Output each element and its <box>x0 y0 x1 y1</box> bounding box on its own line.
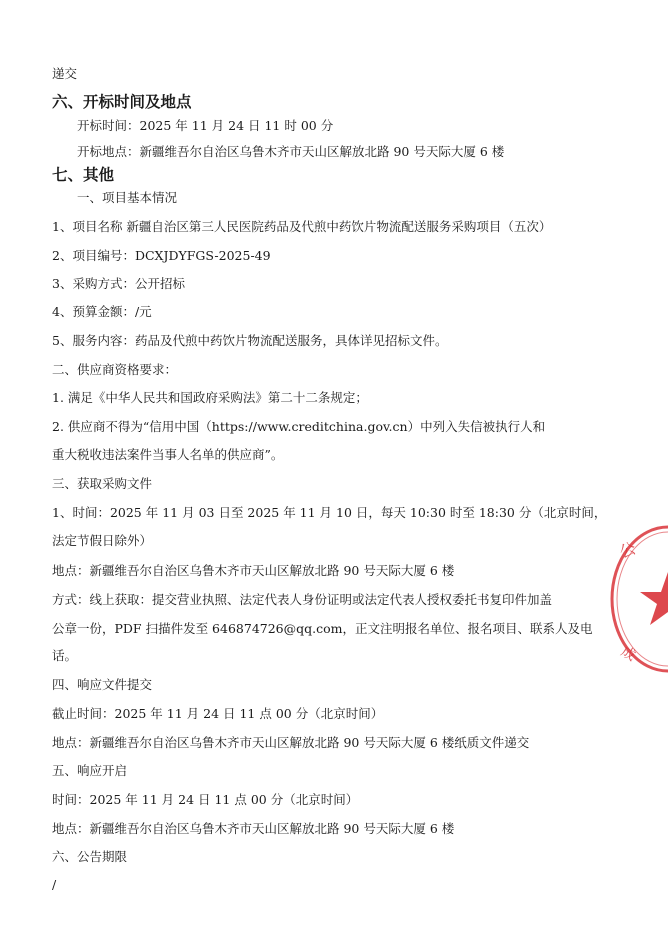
service-content: 5、服务内容：药品及代煎中药饮片物流配送服务，具体详见招标文件。 <box>52 333 448 348</box>
project-number: 2、项目编号：DCXJDYFGS-2025-49 <box>52 248 271 263</box>
subsection-basic-info: 一、项目基本情况 <box>77 190 178 205</box>
budget-amount: 4、预算金额：/元 <box>52 304 152 319</box>
qualification-2-cont: 重大税收违法案件当事人名单的供应商”。 <box>52 447 284 462</box>
procurement-method: 3、采购方式：公开招标 <box>52 276 185 291</box>
opening-location: 开标地点：新疆维吾尔自治区乌鲁木齐市天山区解放北路 90 号天际大厦 6 楼 <box>77 144 505 159</box>
official-seal-stamp <box>608 524 668 674</box>
get-documents-time-cont: 法定节假日除外） <box>52 533 153 548</box>
submission-deadline: 截止时间：2025 年 11 月 24 日 11 点 00 分（北京时间） <box>52 706 384 721</box>
subsection-submission: 四、响应文件提交 <box>52 677 153 692</box>
continued-text: 递交 <box>52 66 78 81</box>
subsection-notice-period: 六、公告期限 <box>52 849 128 864</box>
svg-text:成: 成 <box>618 643 639 665</box>
qualification-2: 2. 供应商不得为“信用中国（https://www.creditchina.gov.cn）中列入失信被执行人和 <box>52 419 546 434</box>
opening-time: 开标时间：2025 年 11 月 24 日 11 时 00 分 <box>77 118 334 133</box>
qualification-1: 1. 满足《中华人民共和国政府采购法》第二十二条规定； <box>52 390 368 405</box>
submission-location: 地点：新疆维吾尔自治区乌鲁木齐市天山区解放北路 90 号天际大厦 6 楼纸质文件递交 <box>52 735 530 750</box>
subsection-opening-response: 五、响应开启 <box>52 763 128 778</box>
subsection-qualification: 二、供应商资格要求： <box>52 362 178 377</box>
section-heading-opening: 六、开标时间及地点 <box>52 93 192 111</box>
get-documents-method-cont: 公章一份，PDF 扫描件发至 646874726@qq.com，正文注明报名单位、报名项目、联系人及电 <box>52 621 593 636</box>
response-opening-location: 地点：新疆维吾尔自治区乌鲁木齐市天山区解放北路 90 号天际大厦 6 楼 <box>52 821 455 836</box>
get-documents-method-end: 话。 <box>52 648 78 663</box>
get-documents-time: 1、时间：2025 年 11 月 03 日至 2025 年 11 月 10 日，每天 10:30 时至 18:30 分（北京时间， <box>52 505 607 520</box>
response-opening-time: 时间：2025 年 11 月 24 日 11 点 00 分（北京时间） <box>52 792 359 807</box>
get-documents-method: 方式：线上获取：提交营业执照、法定代表人身份证明或法定代表人授权委托书复印件加盖 <box>52 592 553 607</box>
subsection-get-documents: 三、获取采购文件 <box>52 476 153 491</box>
get-documents-location: 地点：新疆维吾尔自治区乌鲁木齐市天山区解放北路 90 号天际大厦 6 楼 <box>52 563 455 578</box>
project-name: 1、项目名称 新疆自治区第三人民医院药品及代煎中药饮片物流配送服务采购项目（五次） <box>52 219 552 234</box>
section-heading-other: 七、其他 <box>52 166 115 184</box>
svg-text:公: 公 <box>616 538 639 562</box>
notice-period-value: / <box>52 877 57 892</box>
